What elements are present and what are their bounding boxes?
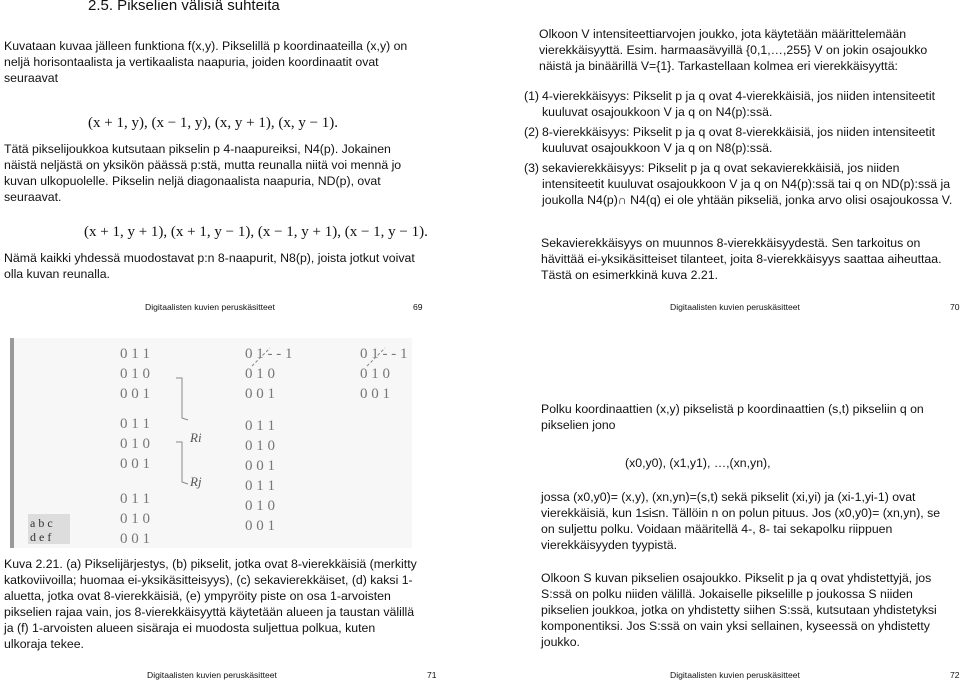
grid-d-row4: 0 1 1 (245, 478, 275, 494)
grid-a-row8: 0 1 0 (120, 511, 150, 527)
grid-a-row4: 0 1 1 (120, 416, 150, 432)
grid-a-row2: 0 1 0 (120, 366, 150, 382)
grid-c-row2: 0 1 0 (360, 366, 390, 382)
p69-para3: Nämä kaikki yhdessä muodostavat p:n 8-naapurit, N8(p), joista jotkut voivat olla kuvan reunalla. (4, 251, 415, 281)
figure-2-21 (0, 334, 420, 550)
grid-b-row2: 0 1 0 (245, 366, 275, 382)
p69-para2: Tätä pikselijoukkoa kutsutaan pikselin p 4-naapureiksi, N4(p). Jokainen näistä neljästä on yksikön päässä p:stä, mutta reunalla niitä voi mennä jo kuvan ulkopuolelle. Pikselin neljä diagonaalista naapuria, ND(p), ovat seuraavat. (4, 142, 402, 204)
grid-a-row3: 0 0 1 (120, 386, 150, 402)
grid-a-row9: 0 0 1 (120, 531, 150, 547)
grid-a-row7: 0 1 1 (120, 491, 150, 507)
section-title: 2.5. Pikselien välisiä suhteita (88, 0, 280, 14)
p71-footer: Digitaalisten kuvien peruskäsitteet 71 (147, 670, 437, 680)
page-number: 71 (427, 670, 437, 680)
grid-b-row3: 0 0 1 (245, 386, 275, 402)
grid-d-row1: 0 1 1 (245, 418, 275, 434)
label-rj: Rj (190, 474, 202, 489)
page-number: 69 (413, 302, 423, 312)
letters-row1: a b c (30, 516, 53, 530)
figure-background (10, 338, 412, 548)
grid-d-row6: 0 0 1 (245, 518, 275, 534)
p69-formula1: (x + 1, y), (x − 1, y), (x, y + 1), (x, y − 1). (88, 115, 339, 131)
grid-d-row5: 0 1 0 (245, 498, 275, 514)
grid-a-row6: 0 0 1 (120, 456, 150, 472)
list-item: (2) 8-vierekkäisyys: Pikselit p ja q ovat 8-vierekkäisiä, jos niiden intensiteetit kuuluvat osajoukkoon V ja q on N8(p):ssä. (524, 125, 935, 155)
scan-edge (10, 338, 14, 548)
p71-caption: Kuva 2.21. (a) Pikselijärjestys, (b) pikselit, jotka ovat 8-vierekkäisiä (merkitty katkoviivoilla; huomaa ei-yksikäsitteisyys), (c) sekavierekkäiset, (d) kaksi 1-aluetta, jotka ovat 8-vierekkäisiä, (e) ympyröity piste on osa 1-arvoisten pikselien rajaa vain, jos 8-vierekkäisyyttä käytetään alueen ja taustan välillä ja (f) 1-arvoisten alueen sisäraja ei muodosta suljettua polkua, kuten ulkoraja tekee. (4, 557, 417, 651)
p72-footer: Digitaalisten kuvien peruskäsitteet 72 (670, 670, 960, 680)
p72-formula: (x0,y0), (x1,y1), …,(xn,yn), (625, 456, 771, 470)
label-ri: Ri (190, 430, 202, 445)
p70-footer: Digitaalisten kuvien peruskäsitteet 70 (670, 302, 960, 312)
list-item: (3) sekavierekkäisyys: Pikselit p ja q ovat sekavierekkäisiä, jos niiden intensiteetit kuuluvat osajoukkoon V ja q on N4(p):ssä tai q on ND(p):ssä ja joukolla N4(p)∩ N4(q) ei ole yhtään pikseliä, jonka arvo olisi osajoukossa V. (524, 161, 953, 207)
p72-para1: Polku koordinaattien (x,y) pikselistä p koordinaattien (s,t) pikseliin q on pikselien jono (541, 402, 924, 432)
grid-d-row2: 0 1 0 (245, 438, 275, 454)
p69-formula2: (x + 1, y + 1), (x + 1, y − 1), (x − 1, y + 1), (x − 1, y − 1). (84, 224, 428, 240)
p72-para3: Olkoon S kuvan pikselien osajoukko. Pikselit p ja q ovat yhdistettyjä, jos S:ssä on polku niiden välillä. Jokaiselle pikselille p joukossa S niiden pikselien joukkoa, jotka on yhdistetty siihen S:ssä, kutsutaan yhdistetyksi komponentiksi. Jos S:ssä on vain yksi sellainen, kyseessä on yhdistetty joukko. (541, 571, 937, 649)
grid-d-row3: 0 0 1 (245, 458, 275, 474)
grid-c-row3: 0 0 1 (360, 386, 390, 402)
list-item: (1) 4-vierekkäisyys: Pikselit p ja q ovat 4-vierekkäisiä, jos niiden intensiteetit kuuluvat osajoukkoon V ja q on N4(p):ssä. (524, 89, 935, 119)
p70-list (524, 88, 956, 208)
grid-a-row5: 0 1 0 (120, 436, 150, 452)
grid-a-row1: 0 1 1 (120, 346, 150, 362)
letters-row2: d e f (30, 530, 52, 544)
grid-b-row1: 0 1 - - 1 (245, 346, 293, 362)
p70-para2: Sekavierekkäisyys on muunnos 8-vierekkäisyydestä. Sen tarkoitus on hävittää ei-yksikäsitteiset tilanteet, joita 8-vierekkäisyys saattaa aiheuttaa. Tästä on esimerkkinä kuva 2.21. (541, 236, 942, 282)
p69-footer: Digitaalisten kuvien peruskäsitteet 69 (145, 302, 423, 312)
p72-para2: jossa (x0,y0)= (x,y), (xn,yn)=(s,t) sekä pikselit (xi,yi) ja (xi-1,yi-1) ovat vierekkäisiä, kun 1≤i≤n. Tällöin n on polun pituus. Jos (x0,y0)= (xn,yn), se on suljettu polku. Voidaan määritellä 4-, 8- tai sekapolku riippuen vierekkäisyyden tyypistä. (541, 490, 941, 552)
grid-c-row1: 0 1 - - 1 (360, 346, 408, 362)
p69-para1: Kuvataan kuvaa jälleen funktiona f(x,y). Pikselillä p koordinaateilla (x,y) on neljä horisontaalista ja vertikaalista naapuria, joiden koordinaatit ovat seuraavat (4, 39, 408, 85)
p70-para1: Olkoon V intensiteettiarvojen joukko, jota käytetään määrittelemään vierekkäisyyttä. Esim. harmaasävyillä {0,1,…,255} V on jokin osajoukko näistä ja binäärillä V={1}. Tarkastellaan kolmea eri vierekkäisyyttä: (539, 27, 928, 73)
page-number: 72 (950, 670, 960, 680)
page-number: 70 (950, 302, 960, 312)
